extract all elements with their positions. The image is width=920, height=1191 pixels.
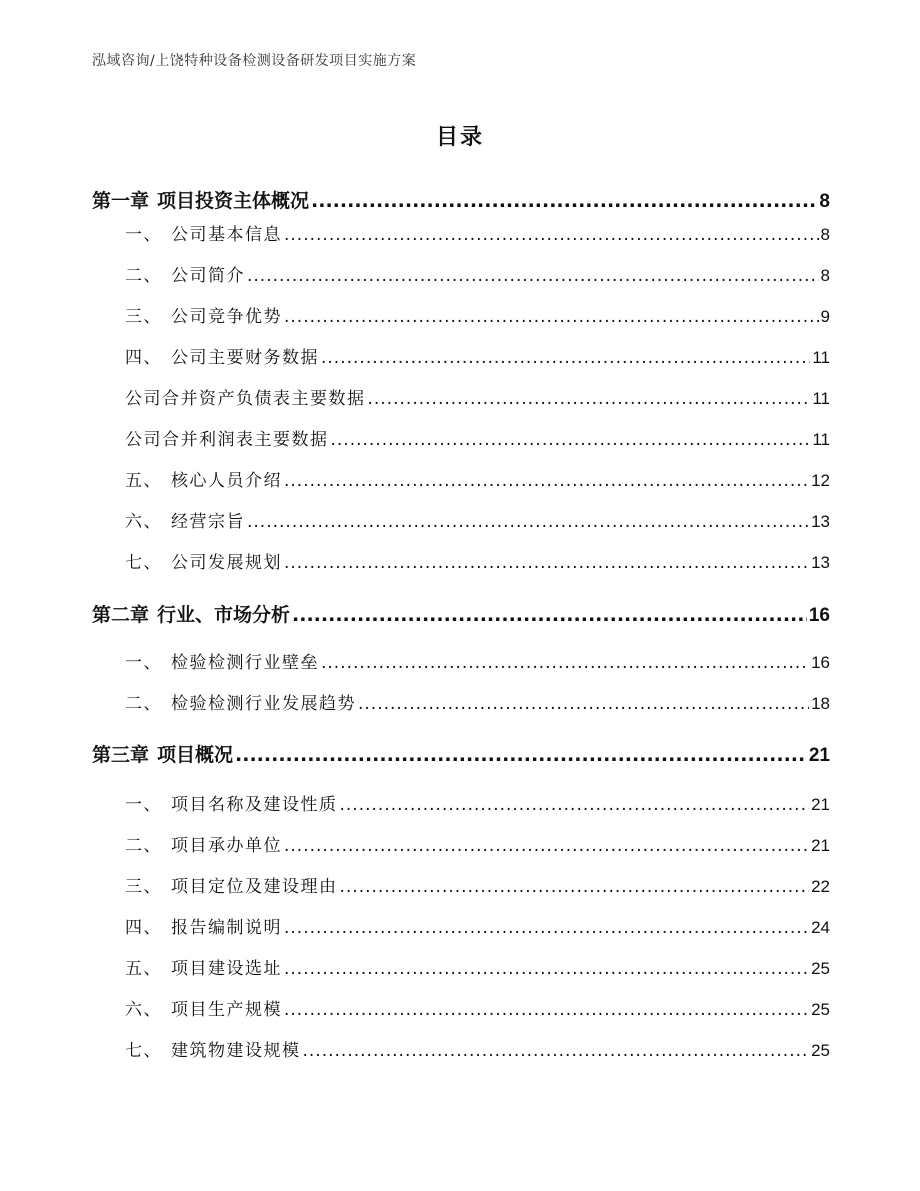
dot-leader bbox=[340, 877, 810, 897]
toc-chapter-entry[interactable] bbox=[92, 186, 830, 213]
dot-leader bbox=[321, 348, 810, 368]
toc-entry-title: 经营宗旨 bbox=[171, 512, 245, 532]
toc-entry-title: 报告编制说明 bbox=[171, 918, 282, 938]
toc-page-number: 22 bbox=[811, 877, 830, 896]
toc-entry-title: 项目名称及建设性质 bbox=[171, 795, 338, 815]
toc-entry-number: 五、 bbox=[125, 471, 162, 491]
toc-entry-number: 一、 bbox=[125, 795, 162, 815]
toc-entry-title: 行业、市场分析 bbox=[157, 604, 291, 626]
dot-leader bbox=[303, 1041, 810, 1061]
toc-page-number: 24 bbox=[811, 918, 830, 937]
toc-section-entry[interactable] bbox=[125, 648, 830, 673]
toc-page-number: 21 bbox=[811, 795, 830, 814]
toc-entry-title: 项目生产规模 bbox=[171, 1000, 282, 1020]
toc-chapter-entry[interactable] bbox=[92, 600, 830, 627]
toc-section-entry[interactable] bbox=[125, 548, 830, 573]
toc-entry-title: 建筑物建设规模 bbox=[171, 1041, 301, 1061]
toc-section-entry[interactable] bbox=[125, 954, 830, 979]
dot-leader bbox=[284, 1000, 809, 1020]
toc-chapter-entry[interactable] bbox=[92, 740, 830, 767]
toc-section-entry[interactable] bbox=[125, 831, 830, 856]
toc-entry-title: 项目定位及建设理由 bbox=[171, 877, 338, 897]
dot-leader bbox=[284, 959, 809, 979]
toc-page-number: 8 bbox=[819, 191, 830, 212]
toc-section-entry[interactable] bbox=[125, 995, 830, 1020]
toc-entry-number: 一、 bbox=[125, 653, 162, 673]
toc-section-entry[interactable] bbox=[125, 507, 830, 532]
dot-leader bbox=[321, 653, 809, 673]
toc-entry-title: 项目建设选址 bbox=[171, 959, 282, 979]
toc-entry-number: 第二章 bbox=[92, 604, 150, 626]
toc-entry-number: 第一章 bbox=[92, 190, 150, 212]
toc-entry-number: 七、 bbox=[125, 553, 162, 573]
toc-entry-title: 核心人员介绍 bbox=[171, 471, 282, 491]
toc-section-entry[interactable] bbox=[125, 384, 830, 409]
dot-leader bbox=[368, 389, 811, 409]
toc-section-entry[interactable] bbox=[125, 261, 830, 286]
toc-entry-number: 六、 bbox=[125, 1000, 162, 1020]
dot-leader bbox=[358, 694, 809, 714]
toc-section-entry[interactable] bbox=[125, 220, 830, 245]
toc-entry-title: 公司合并资产负债表主要数据 bbox=[125, 389, 366, 409]
toc-entry-title: 公司主要财务数据 bbox=[171, 348, 319, 368]
dot-leader bbox=[247, 512, 809, 532]
toc-entry-number: 二、 bbox=[125, 694, 162, 714]
toc-page-number: 16 bbox=[808, 605, 830, 626]
toc-page-number: 25 bbox=[811, 1000, 830, 1019]
toc-entry-title: 检验检测行业发展趋势 bbox=[171, 694, 356, 714]
dot-leader bbox=[247, 266, 819, 286]
toc-section-entry[interactable] bbox=[125, 302, 830, 327]
toc-entry-title: 公司发展规划 bbox=[171, 553, 282, 573]
toc-page-number: 13 bbox=[811, 512, 830, 531]
toc-page-number: 11 bbox=[812, 348, 830, 367]
toc-entry-number: 二、 bbox=[125, 266, 162, 286]
toc-entry-number: 三、 bbox=[125, 307, 162, 327]
dot-leader bbox=[235, 744, 807, 766]
toc-entry-title: 公司合并利润表主要数据 bbox=[125, 430, 329, 450]
toc-page-number: 9 bbox=[820, 307, 830, 326]
toc-entry-title: 公司竞争优势 bbox=[171, 307, 282, 327]
toc-entry-number: 五、 bbox=[125, 959, 162, 979]
toc-section-entry[interactable] bbox=[125, 872, 830, 897]
toc-page-number: 13 bbox=[811, 553, 830, 572]
toc-page-number: 21 bbox=[808, 745, 830, 766]
toc-entry-title: 检验检测行业壁垒 bbox=[171, 653, 319, 673]
toc-page-number: 16 bbox=[811, 653, 830, 672]
toc-entry-title: 项目概况 bbox=[157, 744, 234, 766]
toc-page-number: 11 bbox=[812, 430, 830, 449]
toc-entry-title: 项目投资主体概况 bbox=[157, 190, 310, 212]
toc-entry-title: 公司简介 bbox=[171, 266, 245, 286]
toc-entry-number: 四、 bbox=[125, 918, 162, 938]
dot-leader bbox=[340, 795, 810, 815]
toc-page-number: 21 bbox=[811, 836, 830, 855]
dot-leader bbox=[284, 836, 809, 856]
page-title: 目录 bbox=[435, 125, 484, 150]
toc-entry-title: 项目承办单位 bbox=[171, 836, 282, 856]
toc-section-entry[interactable] bbox=[125, 689, 830, 714]
toc-page-number: 12 bbox=[811, 471, 830, 490]
toc-section-entry[interactable] bbox=[125, 790, 830, 815]
toc-entry-number: 一、 bbox=[125, 225, 162, 245]
toc-entry-number: 三、 bbox=[125, 877, 162, 897]
toc-entry-number: 第三章 bbox=[92, 744, 150, 766]
toc-page-number: 18 bbox=[811, 694, 830, 713]
toc-section-entry[interactable] bbox=[125, 425, 830, 450]
dot-leader bbox=[284, 471, 809, 491]
dot-leader bbox=[311, 190, 817, 212]
toc-page-number: 8 bbox=[820, 266, 830, 285]
toc-entry-number: 六、 bbox=[125, 512, 162, 532]
toc-page-number: 11 bbox=[812, 389, 830, 408]
dot-leader bbox=[331, 430, 811, 450]
toc-page-number: 8 bbox=[820, 225, 830, 244]
dot-leader bbox=[284, 918, 809, 938]
dot-leader bbox=[284, 553, 809, 573]
toc-entry-number: 七、 bbox=[125, 1041, 162, 1061]
toc-page-number: 25 bbox=[811, 959, 830, 978]
dot-leader bbox=[284, 307, 819, 327]
toc-section-entry[interactable] bbox=[125, 466, 830, 491]
dot-leader bbox=[292, 604, 807, 626]
running-header: 泓域咨询/上饶特种设备检测设备研发项目实施方案 bbox=[92, 53, 417, 69]
toc-page-number: 25 bbox=[811, 1041, 830, 1060]
toc-entry-number: 二、 bbox=[125, 836, 162, 856]
toc-entry-number: 四、 bbox=[125, 348, 162, 368]
toc-entry-title: 公司基本信息 bbox=[171, 225, 282, 245]
dot-leader bbox=[284, 225, 819, 245]
toc-section-entry[interactable] bbox=[125, 343, 830, 368]
toc-section-entry[interactable] bbox=[125, 1036, 830, 1061]
toc-section-entry[interactable] bbox=[125, 913, 830, 938]
